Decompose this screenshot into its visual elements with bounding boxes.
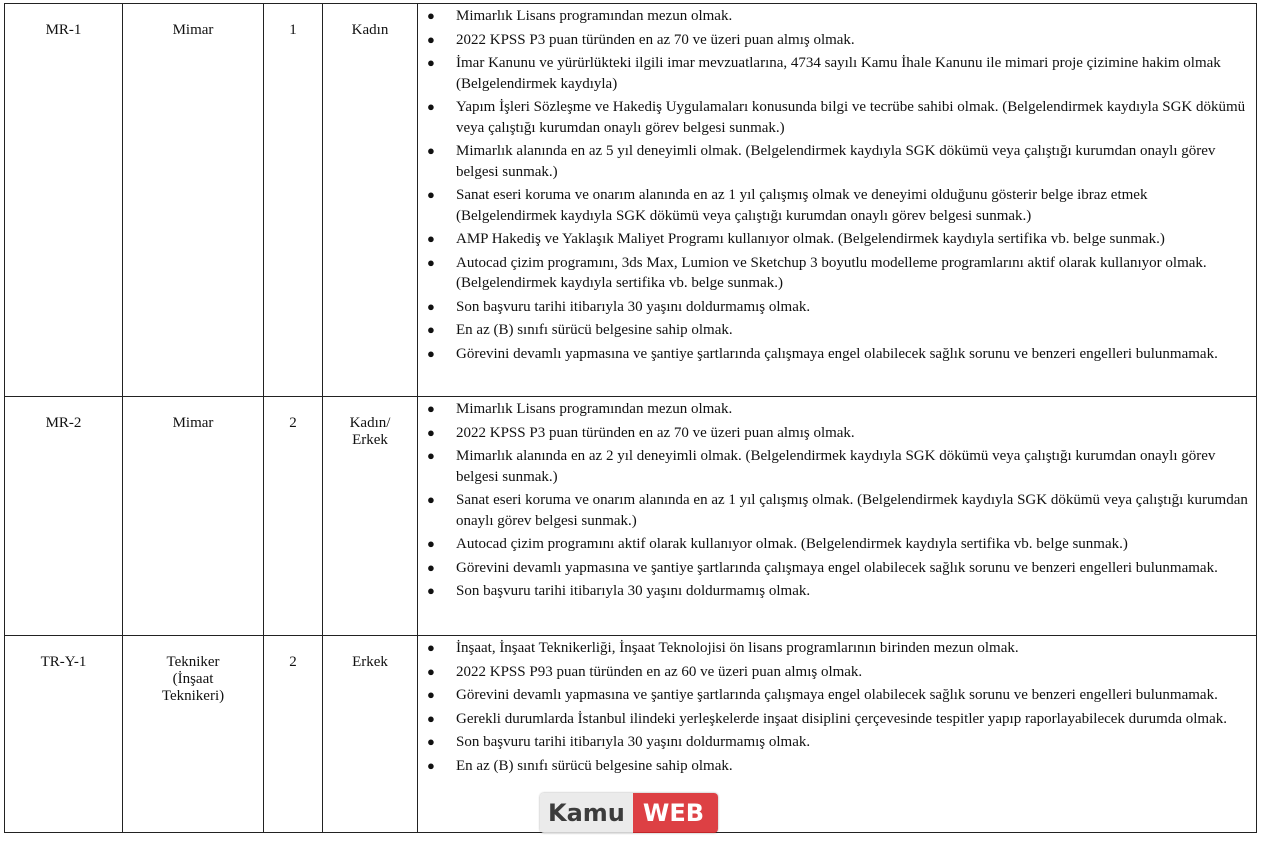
requirement-text: Görevini devamlı yapmasına ve şantiye şartlarında çalışmaya engel olabilecek sağlık sorunu ve benzeri engelleri bulunmamak.	[456, 345, 1218, 362]
bullet-icon: ●	[427, 345, 435, 361]
position-gender	[323, 636, 418, 833]
position-title	[123, 4, 264, 397]
bullet-icon: ●	[427, 143, 435, 158]
position-title-line: Teknikeri)	[161, 688, 225, 704]
bullet-icon: ●	[427, 734, 435, 749]
bullet-icon: ●	[427, 254, 435, 270]
bullet-icon: ●	[427, 99, 435, 114]
position-code	[5, 397, 123, 636]
position-count-text: 2	[289, 415, 297, 431]
table-row	[5, 4, 1257, 397]
bullet-icon: ●	[427, 231, 435, 246]
bullet-icon: ●	[427, 31, 435, 47]
requirement-text: Autocad çizim programını aktif olarak kullanıyor olmak. (Belgelendirmek kaydıyla sertifika vb. belge sunmak.)	[456, 536, 1128, 552]
bullet-icon: ●	[427, 298, 435, 314]
bullet-icon: ●	[427, 424, 435, 440]
requirement-text: İmar Kanunu ve yürürlükteki ilgili imar mevzuatlarına, 4734 sayılı Kamu İhale Kanunu ile mimari proje çizimine hakim olmak (Belgelendirmek kaydıyla)	[456, 55, 1221, 92]
requirement-text: Gerekli durumlarda İstanbul ilindeki yerleşkelerde inşaat disiplini çerçevesinde tespitler yapıp raporlayabilecek durumda olmak.	[456, 710, 1227, 727]
position-count-text: 2	[289, 654, 297, 670]
list-item	[418, 185, 1250, 226]
bullet-icon: ●	[427, 492, 435, 507]
list-item	[418, 229, 1250, 250]
table-row	[5, 397, 1257, 636]
requirement-text: Yapım İşleri Sözleşme ve Hakediş Uygulamaları konusunda bilgi ve tecrübe sahibi olmak. (Belgelendirmek kaydıyla SGK dökümü veya çalıştığı kurumdan onaylı görev belgesi sunmak.)	[456, 99, 1246, 136]
requirement-text: Görevini devamlı yapmasına ve şantiye şartlarında çalışmaya engel olabilecek sağlık sorunu ve benzeri engelleri bulunmamak.	[456, 687, 1218, 703]
list-item	[418, 253, 1250, 294]
list-item	[418, 297, 1250, 318]
list-item	[418, 320, 1250, 341]
watermark-right: WEB	[633, 793, 718, 833]
position-gender-line: Erkek	[352, 654, 388, 670]
position-gender	[323, 397, 418, 636]
list-item	[418, 30, 1250, 51]
requirement-text: 2022 KPSS P93 puan türünden en az 60 ve üzeri puan almış olmak.	[456, 663, 863, 680]
bullet-icon: ●	[427, 401, 435, 416]
position-code-text: MR-2	[45, 415, 82, 431]
position-count	[264, 397, 323, 636]
position-code	[5, 636, 123, 833]
position-title-line: Tekniker	[166, 654, 220, 670]
requirement-text: 2022 KPSS P3 puan türünden en az 70 ve üzeri puan almış olmak.	[456, 31, 855, 48]
requirements-cell	[418, 397, 1257, 636]
list-item	[418, 638, 1250, 659]
requirements-list	[418, 4, 1256, 369]
requirement-text: Mimarlık Lisans programından mezun olmak.	[456, 8, 733, 24]
bullet-icon: ●	[427, 757, 435, 773]
list-item	[418, 97, 1250, 138]
requirement-text: En az (B) sınıfı sürücü belgesine sahip olmak.	[456, 757, 733, 774]
bullet-icon: ●	[427, 187, 435, 202]
requirement-text: En az (B) sınıfı sürücü belgesine sahip olmak.	[456, 322, 733, 338]
requirement-text: Mimarlık Lisans programından mezun olmak.	[456, 401, 733, 417]
position-gender-line: Erkek	[352, 432, 388, 448]
requirements-list	[418, 397, 1256, 607]
bullet-icon: ●	[427, 536, 435, 551]
bullet-icon: ●	[427, 640, 435, 655]
requirement-text: Sanat eseri koruma ve onarım alanında en az 1 yıl çalışmış olmak ve deneyimi olduğunu gösterir belge ibraz etmek (Belgelendirmek kaydıyla SGK dökümü veya çalıştığı kurumdan onaylı görev belgesi sunmak.)	[456, 187, 1148, 224]
requirements-table	[4, 3, 1257, 833]
list-item	[418, 6, 1250, 27]
position-code-text: MR-1	[45, 22, 82, 38]
position-code	[5, 4, 123, 397]
list-item	[418, 581, 1250, 602]
position-title-line: Mimar	[172, 22, 214, 38]
requirement-text: Mimarlık alanında en az 5 yıl deneyimli olmak. (Belgelendirmek kaydıyla SGK dökümü veya çalıştığı kurumdan onaylı görev belgesi sunmak.)	[456, 143, 1216, 180]
list-item	[418, 423, 1250, 444]
position-gender-line: Kadın/	[349, 415, 391, 431]
position-count	[264, 636, 323, 833]
bullet-icon: ●	[427, 448, 435, 463]
bullet-icon: ●	[427, 559, 435, 575]
watermark-left: Kamu	[540, 793, 633, 833]
requirement-text: Mimarlık alanında en az 2 yıl deneyimli olmak. (Belgelendirmek kaydıyla SGK dökümü veya çalıştığı kurumdan onaylı görev belgesi sunmak.)	[456, 448, 1216, 485]
requirements-cell	[418, 4, 1257, 397]
list-item	[418, 446, 1250, 487]
bullet-icon: ●	[427, 710, 435, 726]
list-item	[418, 709, 1250, 730]
position-title	[123, 397, 264, 636]
list-item	[418, 558, 1250, 579]
list-item	[418, 141, 1250, 182]
bullet-icon: ●	[427, 687, 435, 702]
position-title-line: Mimar	[172, 415, 214, 431]
bullet-icon: ●	[427, 663, 435, 679]
requirement-text: Son başvuru tarihi itibarıyla 30 yaşını doldurmamış olmak.	[456, 734, 811, 750]
position-gender-line: Kadın	[351, 22, 389, 38]
list-item	[418, 534, 1250, 555]
list-item	[418, 490, 1250, 531]
requirements-list	[418, 636, 1256, 781]
list-item	[418, 756, 1250, 777]
list-item	[418, 732, 1250, 753]
requirement-text: Autocad çizim programını, 3ds Max, Lumion ve Sketchup 3 boyutlu modelleme programlarını aktif olarak kullanıyor olmak. (Belgelendirmek kaydıyla sertifika vb. belge sunmak.)	[456, 254, 1207, 291]
list-item	[418, 662, 1250, 683]
position-count	[264, 4, 323, 397]
position-title	[123, 636, 264, 833]
list-item	[418, 53, 1250, 94]
position-count-text: 1	[289, 22, 297, 38]
position-gender	[323, 4, 418, 397]
list-item	[418, 399, 1250, 420]
requirement-text: İnşaat, İnşaat Teknikerliği, İnşaat Teknolojisi ön lisans programlarının birinden mezun olmak.	[456, 640, 1019, 656]
bullet-icon: ●	[427, 8, 435, 23]
position-code-text: TR-Y-1	[40, 654, 87, 670]
position-title-line: (İnşaat	[172, 671, 214, 687]
requirement-text: AMP Hakediş ve Yaklaşık Maliyet Programı kullanıyor olmak. (Belgelendirmek kaydıyla sertifika vb. belge sunmak.)	[456, 231, 1165, 247]
list-item	[418, 685, 1250, 706]
requirement-text: Son başvuru tarihi itibarıyla 30 yaşını doldurmamış olmak.	[456, 583, 811, 599]
list-item	[418, 344, 1250, 365]
requirement-text: Görevini devamlı yapmasına ve şantiye şartlarında çalışmaya engel olabilecek sağlık sorunu ve benzeri engelleri bulunmamak.	[456, 559, 1218, 576]
requirement-text: 2022 KPSS P3 puan türünden en az 70 ve üzeri puan almış olmak.	[456, 424, 855, 441]
bullet-icon: ●	[427, 55, 435, 70]
requirement-text: Sanat eseri koruma ve onarım alanında en az 1 yıl çalışmış olmak. (Belgelendirmek kaydıyla SGK dökümü veya çalıştığı kurumdan onaylı görev belgesi sunmak.)	[456, 492, 1248, 529]
bullet-icon: ●	[427, 322, 435, 337]
bullet-icon: ●	[427, 583, 435, 598]
watermark-logo	[540, 793, 718, 833]
requirement-text: Son başvuru tarihi itibarıyla 30 yaşını doldurmamış olmak.	[456, 298, 811, 315]
